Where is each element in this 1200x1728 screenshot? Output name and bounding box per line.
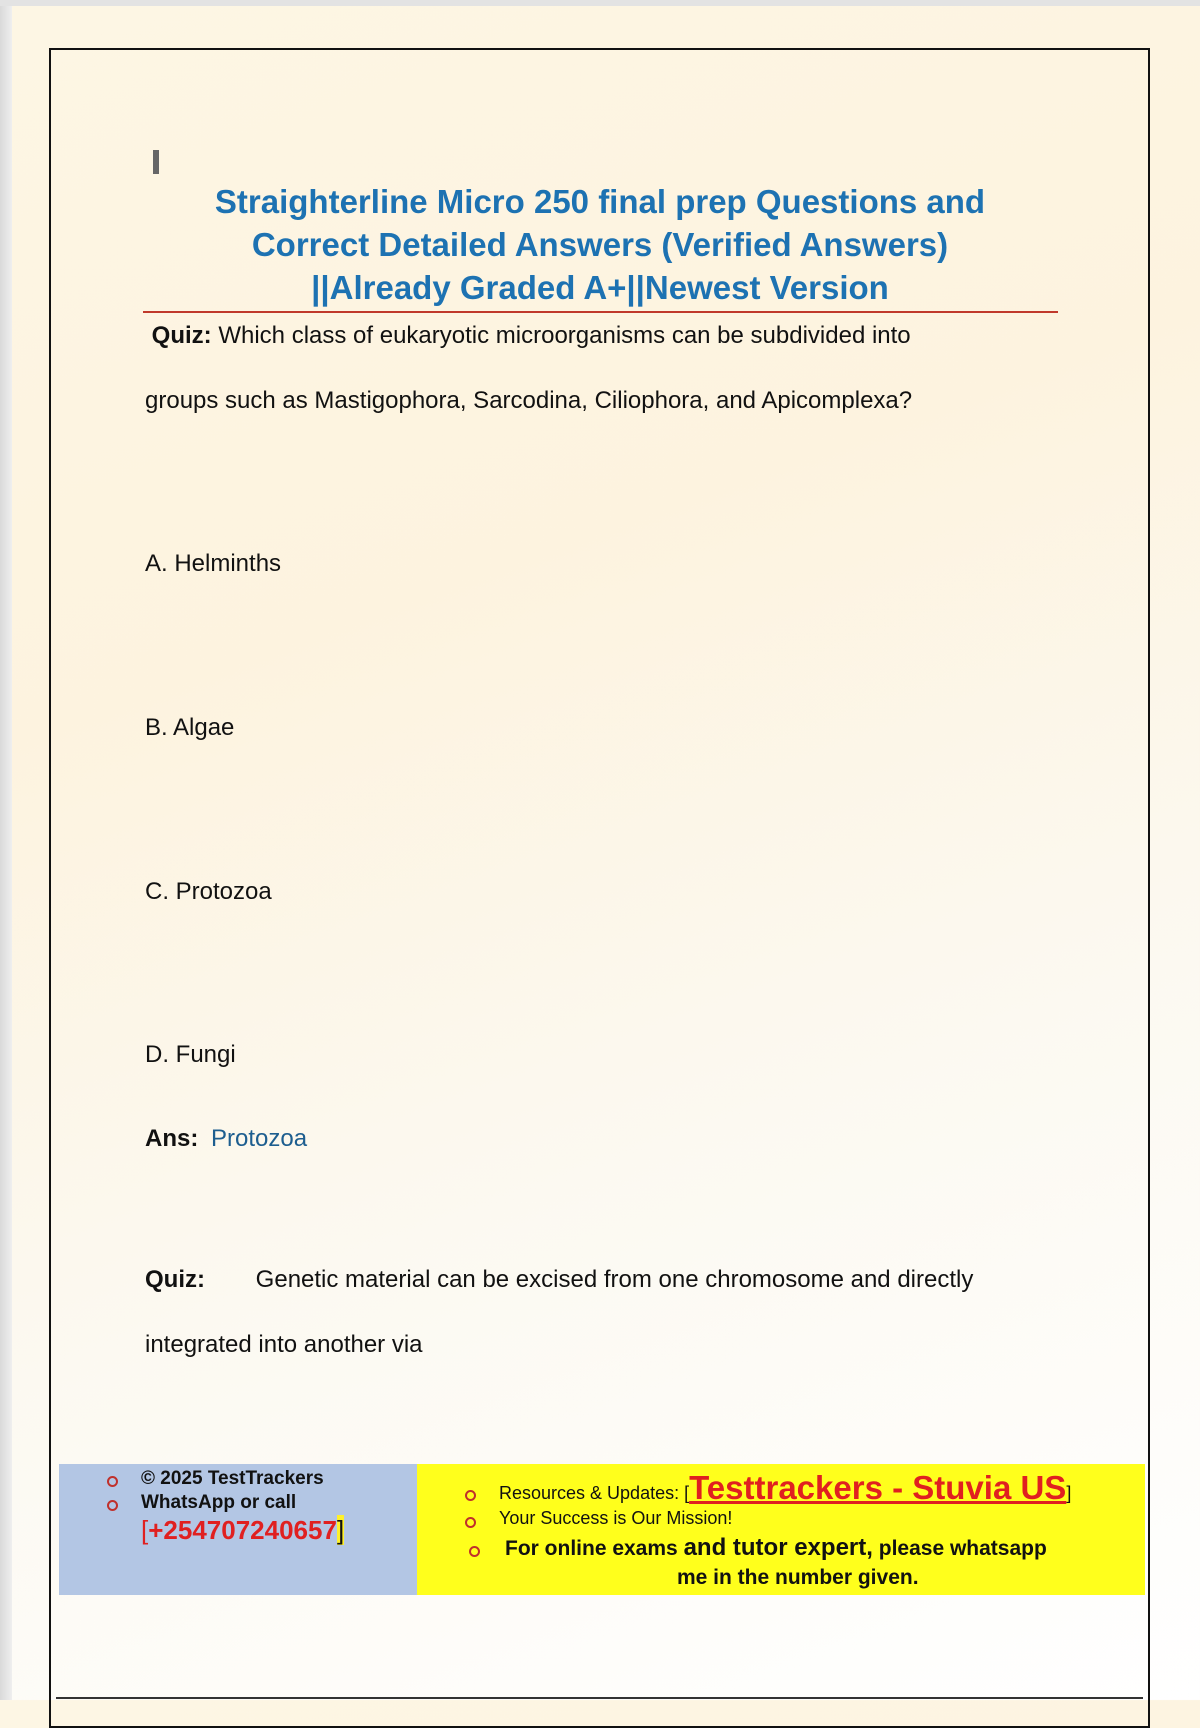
answer-label: Ans: (145, 1125, 199, 1152)
resources-link[interactable]: Testtrackers - Stuvia US (689, 1469, 1067, 1506)
online-text-a: For online exams (505, 1537, 684, 1560)
online-text-c: please whatsapp (872, 1537, 1047, 1560)
title-line-1: Straighterline Micro 250 final prep Questions and (214, 183, 986, 220)
question-1-label: Quiz: (151, 322, 212, 349)
bullet-icon (107, 1500, 118, 1511)
title-line-2: Correct Detailed Answers (Verified Answers) (251, 226, 949, 263)
footer-mission: Your Success is Our Mission! (499, 1508, 733, 1528)
title-line-3: ||Already Graded A+||Newest Version (311, 269, 889, 306)
bullet-icon (469, 1546, 480, 1557)
footer-copyright: © 2025 TestTrackers (141, 1468, 324, 1489)
question-2-line-2: integrated into another via (145, 1331, 423, 1358)
footer-phone (141, 1514, 344, 1546)
phone-bracket-close: ] (336, 1515, 345, 1545)
question-1-text: Which class of eukaryotic microorganisms can be subdivided into (218, 322, 911, 349)
page-left-edge (0, 0, 12, 1700)
footer-info-panel (417, 1464, 1145, 1595)
page-bottom-rule (56, 1697, 1143, 1699)
footer-contact-panel (59, 1464, 417, 1595)
answer-value: Protozoa (211, 1125, 308, 1152)
question-2-line-1 (145, 1265, 973, 1295)
online-text-b: and tutor expert, (683, 1534, 873, 1561)
bullet-icon (107, 1476, 118, 1487)
title-divider (143, 311, 1058, 313)
footer-online-line-1 (505, 1534, 1047, 1562)
text-cursor-mark (153, 150, 159, 174)
question-1-line-2: groups such as Mastigophora, Sarcodina, Ciliophora, and Apicomplexa? (145, 387, 913, 414)
option-d: D. Fungi (145, 1041, 236, 1068)
phone-number: +254707240657 (148, 1515, 337, 1545)
answer-line (145, 1124, 307, 1154)
bullet-icon (465, 1490, 476, 1501)
phone-bracket-open: [ (141, 1515, 149, 1545)
question-2-text: Genetic material can be excised from one chromosome and directly (255, 1266, 974, 1293)
bullet-icon (465, 1517, 476, 1528)
resources-label: Resources & Updates: [ (499, 1483, 690, 1503)
question-1-line-1 (145, 321, 911, 351)
footer-whatsapp-label: WhatsApp or call (141, 1492, 297, 1513)
resources-bracket-close: ] (1066, 1483, 1072, 1503)
option-b: B. Algae (145, 714, 235, 741)
option-c: C. Protozoa (145, 878, 272, 905)
option-a: A. Helminths (145, 550, 282, 577)
question-2-label: Quiz: (145, 1266, 205, 1293)
footer-online-line-2: me in the number given. (677, 1566, 919, 1589)
page-top-edge (0, 0, 1200, 6)
document-title (145, 180, 1055, 309)
